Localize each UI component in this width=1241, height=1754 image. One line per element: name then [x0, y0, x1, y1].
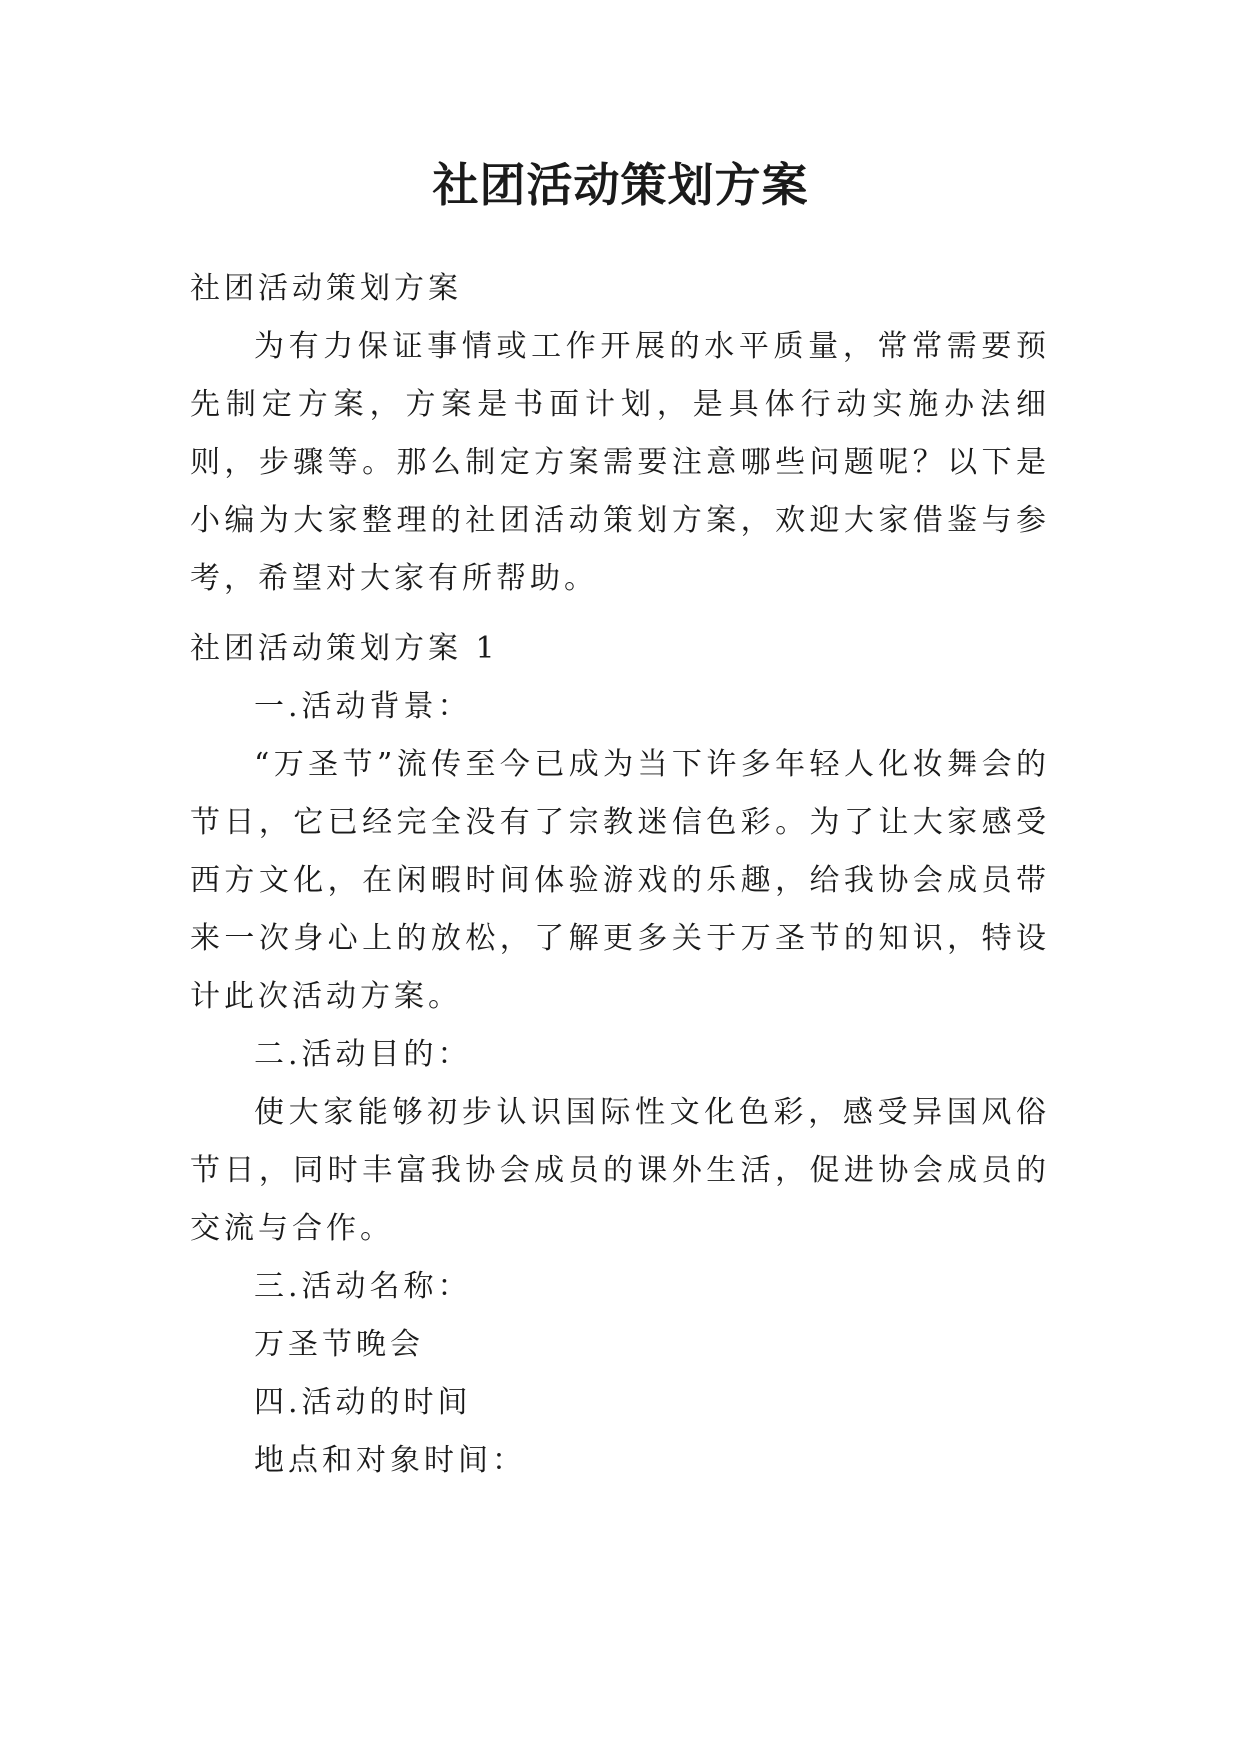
subtitle: 社团活动策划方案: [190, 271, 462, 306]
intro-block: [190, 260, 1050, 608]
name-heading: 三.活动名称：: [254, 1269, 472, 1304]
time-heading: 四.活动的时间: [254, 1385, 472, 1420]
name-text: 万圣节晚会: [254, 1327, 424, 1362]
section-title: 社团活动策划方案 1: [190, 631, 499, 666]
section-1-block: [190, 620, 1050, 1490]
intro-paragraph: 为有力保证事情或工作开展的水平质量，常常需要预先制定方案，方案是书面计划，是具体行动实施办法细则，步骤等。那么制定方案需要注意哪些问题呢？以下是小编为大家整理的社团活动策划方案，欢迎大家借鉴与参考，希望对大家有所帮助。: [190, 329, 1050, 596]
purpose-heading: 二.活动目的：: [254, 1037, 472, 1072]
background-heading: 一.活动背景：: [254, 689, 472, 724]
background-paragraph: “万圣节”流传至今已成为当下许多年轻人化妆舞会的节日，它已经完全没有了宗教迷信色彩。为了让大家感受西方文化，在闲暇时间体验游戏的乐趣，给我协会成员带来一次身心上的放松，了解更多关于万圣节的知识，特设计此次活动方案。: [190, 747, 1050, 1014]
document-title: 社团活动策划方案: [432, 158, 809, 212]
time-text: 地点和对象时间：: [254, 1443, 526, 1478]
purpose-paragraph: 使大家能够初步认识国际性文化色彩，感受异国风俗节日，同时丰富我协会成员的课外生活，促进协会成员的交流与合作。: [190, 1095, 1050, 1246]
